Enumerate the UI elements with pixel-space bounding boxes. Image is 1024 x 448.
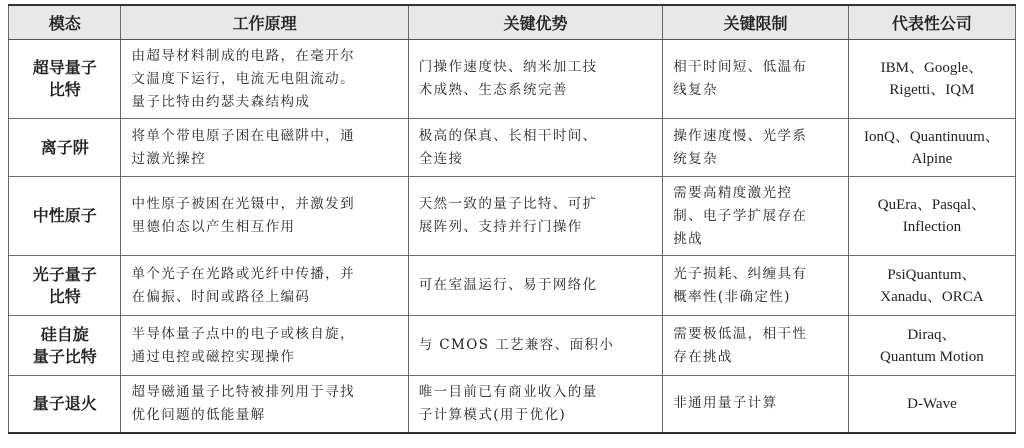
header-limitation: 关键限制 (663, 5, 849, 40)
limitation-line: 需要极低温，相干性 (673, 325, 808, 342)
limitation-cell (663, 40, 849, 119)
company-cell (848, 40, 1015, 119)
mode-cell (9, 119, 121, 177)
limitation-line: 操作速度慢、光学系 (673, 127, 808, 144)
limitation-cell (663, 316, 849, 376)
mode-line: 超导量子 (32, 58, 97, 77)
limitation-line: 光子损耗、纠缠具有 (673, 265, 808, 282)
limitation-line: 需要高精度激光控 (673, 184, 793, 201)
mode-line: 比特 (48, 286, 81, 306)
mode-line: 离子阱 (40, 137, 89, 157)
advantage-line: 天然一致的量子比特、可扩 (418, 196, 598, 212)
advantage-cell (408, 119, 662, 177)
table-row (9, 376, 1016, 433)
principle-cell (121, 376, 408, 433)
company-line: QuEra、Pasqal、 (877, 197, 987, 213)
company-cell (848, 177, 1015, 256)
advantage-cell (408, 177, 662, 256)
principle-line: 将单个带电原子困在电磁阱中，通 (131, 127, 355, 144)
table-header-row (9, 5, 1016, 40)
company-line: PsiQuantum、 (887, 266, 977, 283)
principle-cell (121, 316, 408, 376)
mode-line: 比特 (48, 80, 81, 99)
table-row (9, 40, 1016, 119)
mode-line: 中性原子 (32, 206, 97, 225)
limitation-cell (663, 177, 849, 256)
mode-line: 量子比特 (32, 346, 97, 366)
principle-line: 过激光操控 (131, 150, 206, 167)
advantage-line: 展阵列、支持并行门操作 (418, 219, 583, 235)
company-cell (848, 119, 1015, 177)
principle-line: 半导体量子点中的电子或核自旋， (131, 325, 355, 342)
limitation-cell (663, 376, 849, 433)
company-line: IBM、Google、 (880, 60, 984, 76)
limitation-cell (663, 256, 849, 316)
principle-cell (121, 256, 408, 316)
header-company: 代表性公司 (848, 5, 1015, 40)
advantage-cell (408, 316, 662, 376)
principle-line: 量子比特由约瑟夫森结构成 (131, 93, 311, 110)
principle-line: 文温度下运行，电流无电阻流动。 (131, 70, 355, 87)
limitation-line: 挑战 (673, 230, 703, 247)
principle-line: 通过电控或磁控实现操作 (131, 348, 296, 365)
table-row (9, 119, 1016, 177)
limitation-line: 相干时间短、低温布 (673, 59, 808, 75)
company-line: Inflection (902, 219, 962, 235)
company-line: Quantum Motion (880, 348, 984, 365)
mode-line: 光子量子 (32, 264, 97, 284)
limitation-line: 制、电子学扩展存在 (673, 207, 808, 224)
company-line: Alpine (911, 150, 953, 167)
principle-line: 优化问题的低能量解 (131, 406, 266, 423)
advantage-cell (408, 40, 662, 119)
table-row (9, 177, 1016, 256)
mode-line: 量子退火 (32, 393, 97, 413)
principle-cell (121, 119, 408, 177)
principle-line: 里德伯态以产生相互作用 (131, 219, 296, 235)
company-line: Rigetti、IQM (889, 82, 975, 98)
advantage-line: 极高的保真、长相干时间、 (418, 127, 598, 144)
advantage-line: 子计算模式(用于优化) (418, 406, 567, 423)
header-principle: 工作原理 (121, 5, 408, 40)
advantage-cell (408, 376, 662, 433)
mode-cell (9, 316, 121, 376)
principle-line: 中性原子被困在光镊中，并激发到 (131, 196, 355, 212)
mode-cell (9, 376, 121, 433)
quantum-modality-table (8, 4, 1016, 434)
principle-line: 由超导材料制成的电路，在毫开尔 (131, 47, 355, 64)
advantage-cell (408, 256, 662, 316)
principle-line: 超导磁通量子比特被排列用于寻找 (131, 383, 355, 400)
principle-cell (121, 40, 408, 119)
company-line: Diraq、 (907, 326, 957, 343)
advantage-line: 门操作速度快、纳米加工技 (418, 59, 598, 75)
advantage-line: 唯一目前已有商业收入的量 (418, 383, 598, 400)
limitation-line: 线复杂 (673, 82, 718, 98)
table-row (9, 256, 1016, 316)
header-advantage: 关键优势 (408, 5, 662, 40)
company-line: Xanadu、ORCA (880, 288, 984, 305)
company-line: D-Wave (907, 395, 957, 412)
limitation-cell (663, 119, 849, 177)
advantage-line: 术成熟、生态系统完善 (418, 82, 568, 98)
company-cell (848, 256, 1015, 316)
advantage-line: 全连接 (418, 150, 464, 167)
mode-line: 硅自旋 (40, 324, 89, 344)
mode-cell (9, 177, 121, 256)
header-mode: 模态 (9, 5, 121, 40)
principle-line: 在偏振、时间或路径上编码 (131, 288, 311, 305)
limitation-line: 概率性(非确定性) (673, 288, 791, 305)
principle-line: 单个光子在光路或光纤中传播，并 (131, 265, 355, 282)
advantage-line: 与 CMOS 工艺兼容、面积小 (418, 337, 615, 353)
limitation-line: 统复杂 (673, 150, 718, 167)
company-cell (848, 376, 1015, 433)
mode-cell (9, 40, 121, 119)
mode-cell (9, 256, 121, 316)
company-line: IonQ、Quantinuum、 (864, 128, 1000, 145)
table-row (9, 316, 1016, 376)
principle-cell (121, 177, 408, 256)
company-cell (848, 316, 1015, 376)
limitation-line: 非通用量子计算 (673, 395, 778, 412)
advantage-line: 可在室温运行、易于网络化 (418, 277, 598, 293)
limitation-line: 存在挑战 (673, 348, 733, 365)
